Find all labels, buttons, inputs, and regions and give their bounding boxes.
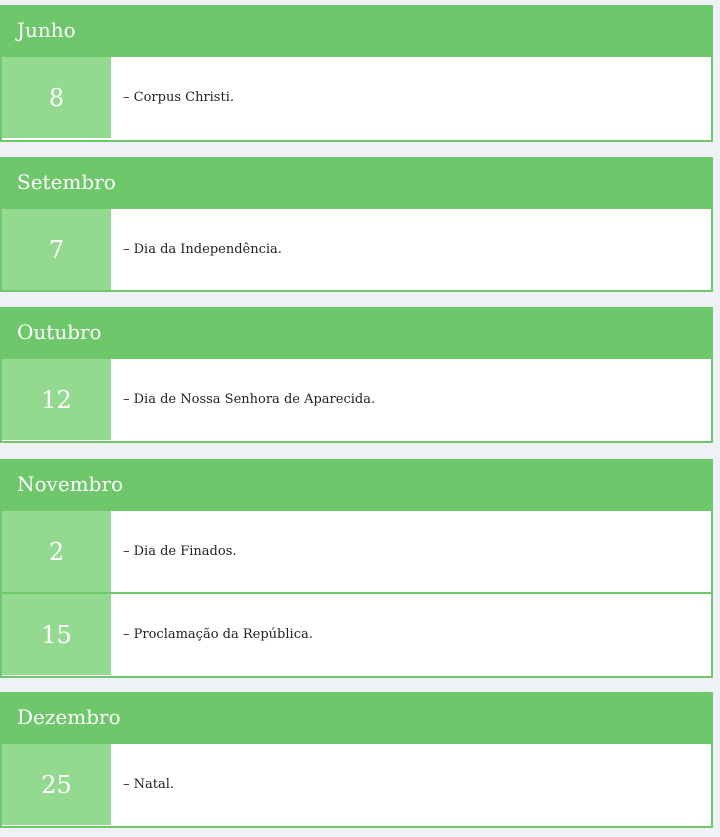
month-header: Outubro: [0, 307, 713, 357]
holiday-day: 12: [2, 359, 111, 440]
holiday-row: [2, 742, 711, 825]
holiday-description: – Corpus Christi.: [123, 90, 234, 105]
holiday-day: 7: [2, 209, 111, 290]
holiday-day: 15: [2, 594, 111, 675]
month-block-setembro: [0, 157, 713, 292]
holiday-row: [2, 207, 711, 290]
holiday-day: 25: [2, 744, 111, 825]
month-block-dezembro: [0, 692, 713, 828]
holiday-row: [2, 592, 711, 675]
holiday-row: [2, 357, 711, 440]
holiday-description: – Dia da Independência.: [123, 242, 282, 257]
month-header: Junho: [0, 5, 713, 55]
month-block-outubro: [0, 307, 713, 443]
holiday-day: 8: [2, 57, 111, 138]
holiday-description: – Dia de Finados.: [123, 544, 237, 559]
month-header: Dezembro: [0, 692, 713, 742]
holiday-row: [2, 55, 711, 138]
month-block-junho: [0, 5, 713, 142]
holiday-day: 2: [2, 511, 111, 592]
holiday-description: – Proclamação da República.: [123, 627, 313, 642]
holiday-description: – Dia de Nossa Senhora de Aparecida.: [123, 392, 376, 407]
holiday-row: [2, 509, 711, 592]
month-header: Setembro: [0, 157, 713, 207]
month-block-novembro: [0, 459, 713, 678]
holiday-description: – Natal.: [123, 777, 175, 792]
month-header: Novembro: [0, 459, 713, 509]
